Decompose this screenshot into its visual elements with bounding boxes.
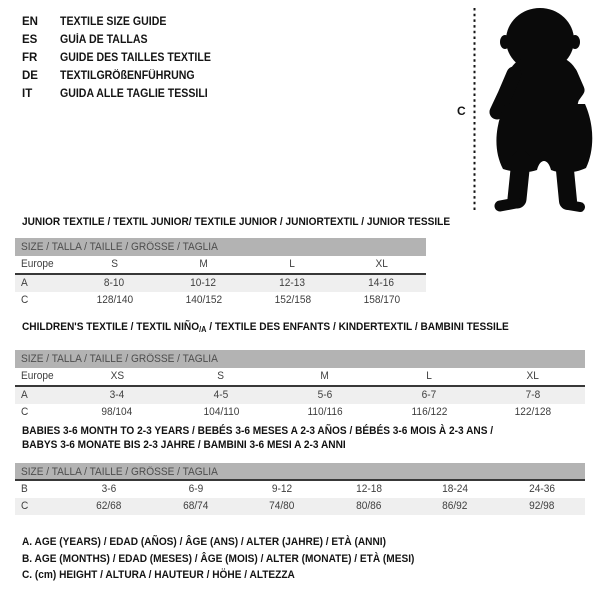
- language-label: GUÍA DE TALLAS: [60, 34, 148, 46]
- table-row-height: [15, 404, 585, 421]
- row-label: B: [21, 483, 28, 495]
- legend-footnotes: [22, 534, 449, 584]
- column-header: L: [289, 258, 296, 270]
- size-header-label: SIZE / TALLA / TAILLE / GRÖSSE / TAGLIA: [21, 241, 218, 253]
- language-code: IT: [22, 88, 33, 100]
- column-header: S: [217, 370, 225, 382]
- cell: 9-12: [272, 483, 293, 495]
- column-header: XL: [375, 258, 388, 270]
- column-header: M: [199, 258, 208, 270]
- language-label: GUIDA ALLE TAGLIE TESSILI: [60, 88, 208, 100]
- language-code: ES: [22, 34, 38, 46]
- row-label: C: [21, 406, 29, 418]
- cell: 8-10: [104, 277, 125, 289]
- cell: 98/104: [101, 406, 133, 418]
- cell: 3-4: [109, 389, 125, 401]
- cell: 122/128: [514, 406, 552, 418]
- language-row-it: [22, 85, 224, 103]
- title-subscript: /A: [199, 325, 207, 334]
- table-row-age: [15, 387, 585, 404]
- cell: 140/152: [185, 294, 222, 306]
- babies-table-title: [22, 425, 534, 452]
- junior-table-title: [22, 216, 487, 230]
- row-label-cell: [15, 387, 65, 404]
- footnote-a: A. AGE (YEARS) / EDAD (AÑOS) / ÂGE (ANS) / ALTER (JAHRE) / ETÀ (ANNI): [22, 536, 386, 548]
- region-label-cell: [15, 256, 70, 273]
- language-label: TEXTILE SIZE GUIDE: [60, 16, 167, 28]
- row-label-cell: [15, 481, 66, 498]
- language-code: DE: [22, 70, 38, 82]
- language-list: [22, 13, 224, 103]
- cell: 14-16: [368, 277, 395, 289]
- height-marker-label: C: [457, 104, 466, 118]
- table-header-row: [15, 256, 426, 275]
- cell: 80/86: [356, 500, 382, 512]
- row-label-cell: [15, 275, 70, 292]
- size-header-bar: [15, 238, 426, 256]
- cell: 12-13: [279, 277, 306, 289]
- table-row-age: [15, 275, 426, 292]
- size-header-bar: [15, 463, 585, 481]
- size-header-label: SIZE / TALLA / TAILLE / GRÖSSE / TAGLIA: [21, 353, 218, 365]
- cell: 4-5: [213, 389, 229, 401]
- language-label: GUIDE DES TAILLES TEXTILE: [60, 52, 211, 64]
- column-header: XS: [110, 370, 124, 382]
- region-label: Europe: [21, 370, 54, 382]
- table-row-age-months: [15, 481, 585, 498]
- footnote-b: B. AGE (MONTHS) / EDAD (MESES) / ÂGE (MOIS) / ALTER (MONATE) / ETÀ (MESI): [22, 552, 415, 565]
- cell: 3-6: [101, 483, 117, 495]
- column-header: S: [111, 258, 118, 270]
- column-header: XL: [526, 370, 540, 382]
- language-code: FR: [22, 52, 38, 64]
- cell: 92/98: [529, 500, 555, 512]
- cell: 110/116: [307, 406, 343, 418]
- cell: 116/122: [411, 406, 447, 418]
- row-label: A: [21, 389, 28, 401]
- children-table-title: [22, 321, 551, 337]
- cell: 18-24: [442, 483, 469, 495]
- cell: 7-8: [525, 389, 541, 401]
- cell: 62/68: [96, 500, 122, 512]
- column-header: M: [320, 370, 330, 382]
- table-header-row: [15, 368, 585, 387]
- cell: 158/170: [363, 294, 400, 306]
- cell: 152/158: [274, 294, 311, 306]
- cell: 24-36: [528, 483, 555, 495]
- cell: 128/140: [96, 294, 133, 306]
- babies-table-title-line2: BABYS 3-6 MONATE BIS 2-3 JAHRE / BAMBINI 3-6 MESI A 2-3 ANNI: [22, 438, 346, 451]
- row-label: C: [21, 294, 29, 306]
- table-row-height: [15, 498, 585, 515]
- size-header-bar: [15, 350, 585, 368]
- junior-size-table: [15, 238, 426, 309]
- row-label-cell: [15, 292, 70, 309]
- row-label-cell: [15, 404, 65, 421]
- cell: 104/110: [203, 406, 239, 418]
- baby-silhouette: [455, 4, 600, 216]
- babies-size-table: [15, 463, 585, 515]
- children-table-title-text: CHILDREN'S TEXTILE / TEXTIL NIÑO/A / TEXTILE DES ENFANTS / KINDERTEXTIL / BAMBINI TESSILE: [22, 321, 509, 334]
- baby-silhouette-shape: [496, 8, 592, 207]
- region-label: Europe: [21, 258, 54, 270]
- language-code: EN: [22, 16, 38, 28]
- column-header: L: [426, 370, 432, 382]
- cell: 12-18: [355, 483, 382, 495]
- language-row-de: [22, 67, 224, 85]
- footnote-c: C. (cm) HEIGHT / ALTURA / HAUTEUR / HÖHE / ALTEZZA: [22, 569, 295, 581]
- row-label: C: [21, 500, 29, 512]
- language-row-fr: [22, 49, 224, 67]
- table-row-height: [15, 292, 426, 309]
- cell: 74/80: [269, 500, 295, 512]
- language-row-en: [22, 13, 224, 31]
- cell: 5-6: [317, 389, 333, 401]
- cell: 10-12: [190, 277, 217, 289]
- language-label: TEXTILGRÖßENFÜHRUNG: [60, 70, 195, 82]
- cell: 68/74: [183, 500, 209, 512]
- cell: 6-9: [188, 483, 204, 495]
- row-label-cell: [15, 498, 66, 515]
- cell: 6-7: [421, 389, 437, 401]
- cell: 86/92: [442, 500, 468, 512]
- region-label-cell: [15, 368, 65, 385]
- babies-table-title-line1: BABIES 3-6 MONTH TO 2-3 YEARS / BEBÉS 3-6 MESES A 2-3 AÑOS / BÉBÉS 3-6 MOIS À 2-3 ANS /: [22, 425, 494, 437]
- size-header-label: SIZE / TALLA / TAILLE / GRÖSSE / TAGLIA: [21, 466, 218, 478]
- row-label: A: [21, 277, 28, 289]
- children-size-table: [15, 350, 585, 421]
- language-row-es: [22, 31, 224, 49]
- junior-table-title-text: JUNIOR TEXTILE / TEXTIL JUNIOR/ TEXTILE JUNIOR / JUNIORTEXTIL / JUNIOR TESSILE: [22, 216, 451, 228]
